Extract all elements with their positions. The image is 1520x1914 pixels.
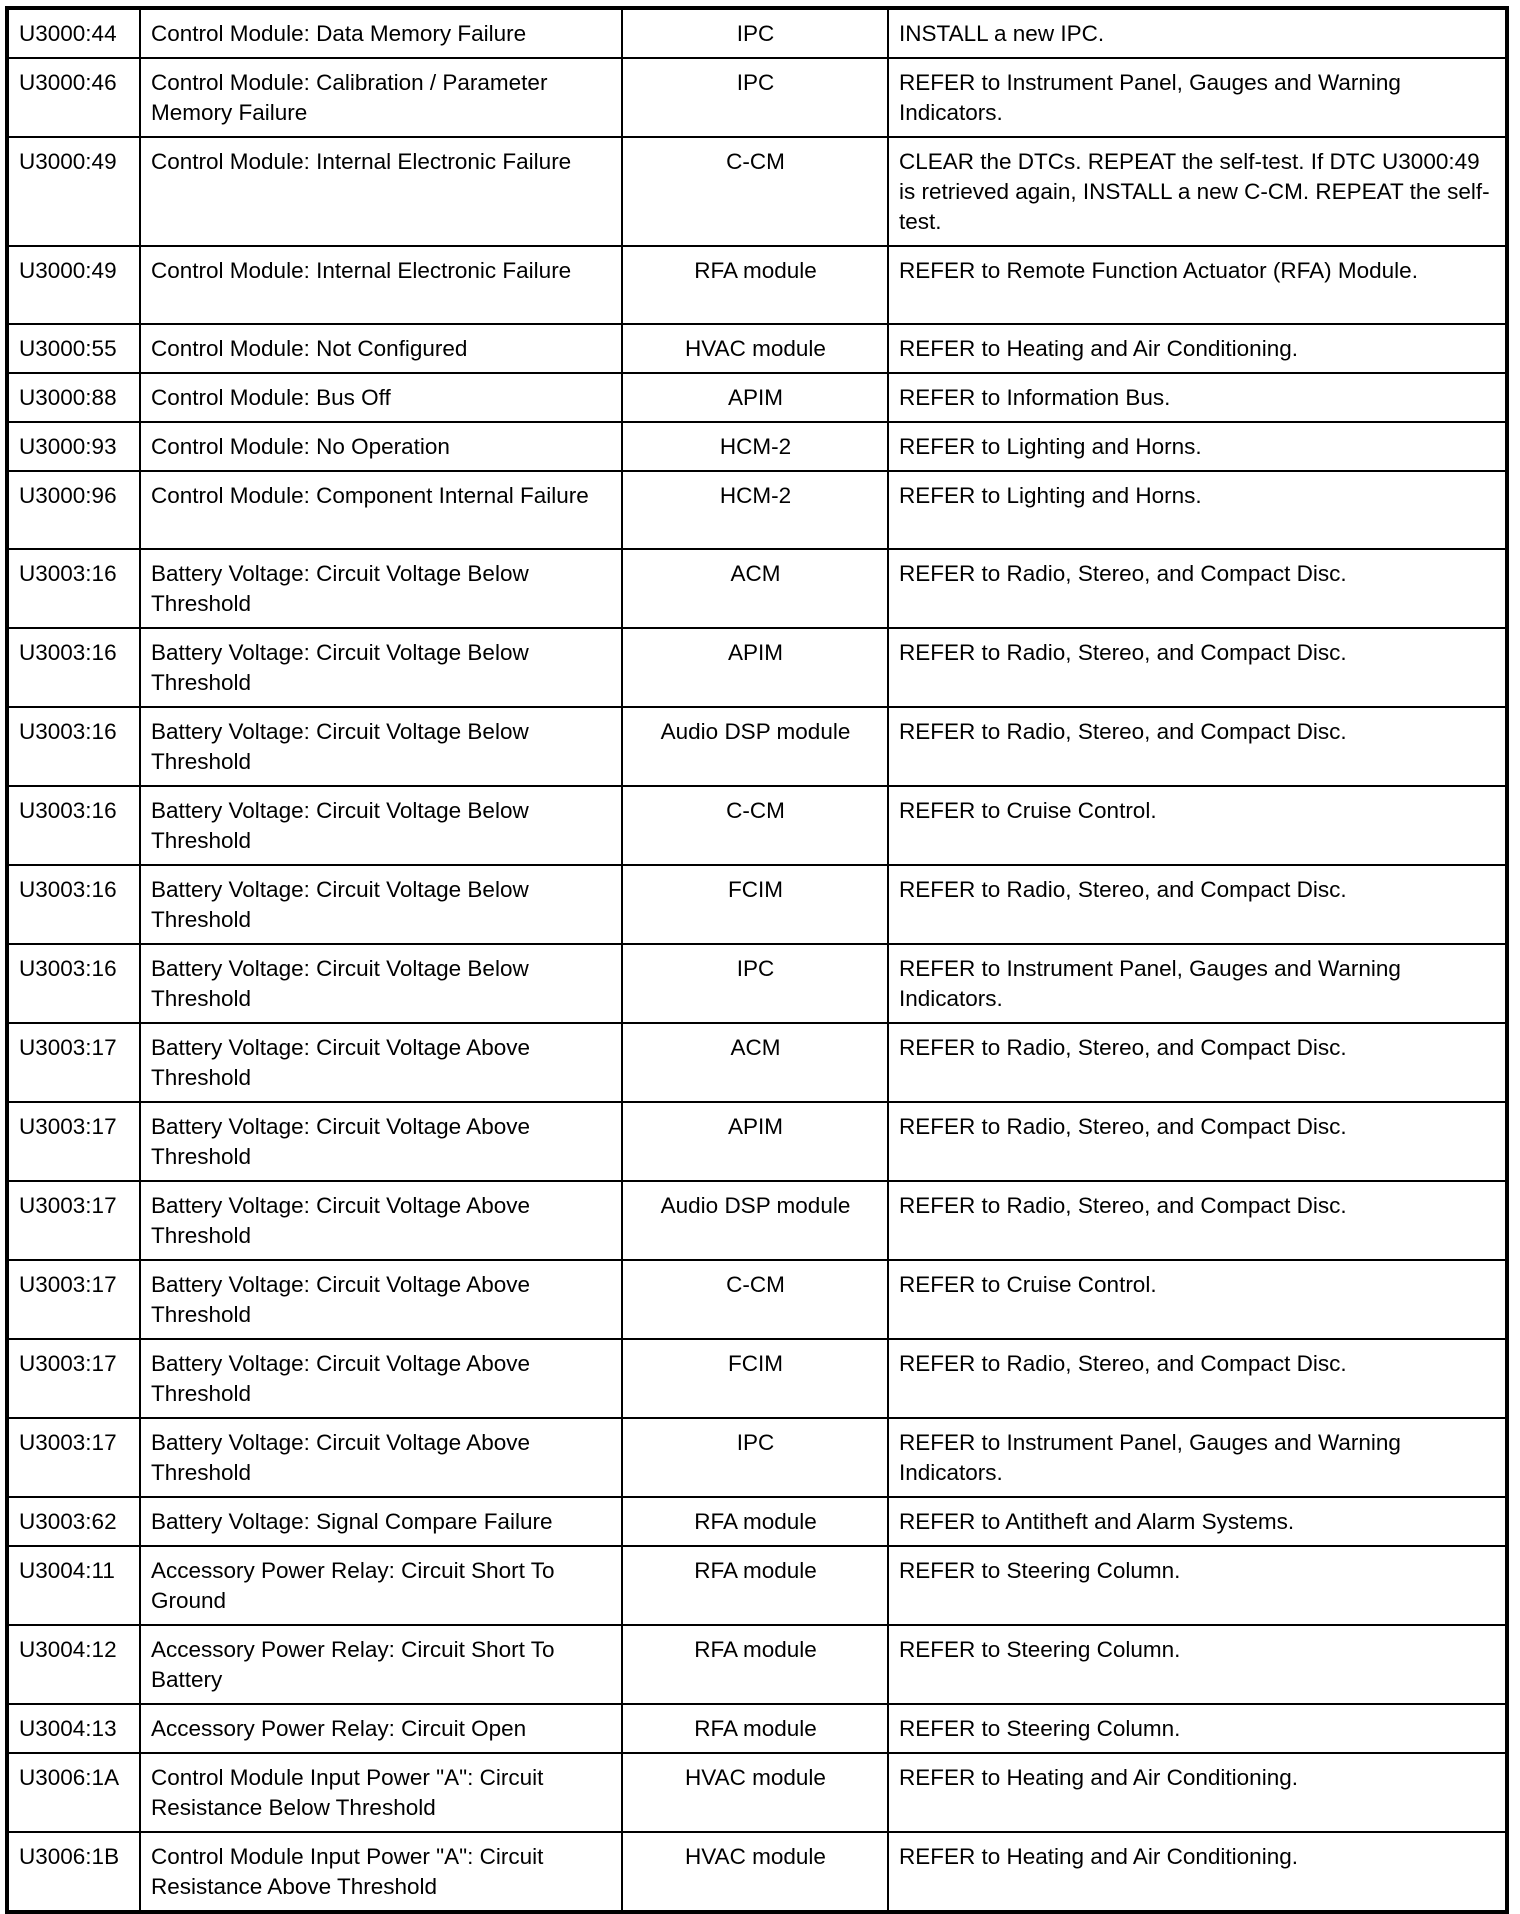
dtc-code-cell: U3003:17 [7, 1023, 140, 1102]
module-cell: APIM [622, 628, 888, 707]
table-row [7, 58, 1507, 137]
dtc-code-cell: U3004:11 [7, 1546, 140, 1625]
dtc-code-cell: U3000:88 [7, 373, 140, 422]
action-cell: REFER to Instrument Panel, Gauges and Warning Indicators. [888, 1418, 1507, 1497]
table-row [7, 471, 1507, 549]
action-cell: REFER to Instrument Panel, Gauges and Warning Indicators. [888, 944, 1507, 1023]
description-cell: Control Module: Component Internal Failure [140, 471, 622, 549]
action-cell: REFER to Information Bus. [888, 373, 1507, 422]
table-row [7, 1832, 1507, 1912]
table-row [7, 137, 1507, 246]
dtc-code-cell: U3003:16 [7, 865, 140, 944]
dtc-code-cell: U3003:62 [7, 1497, 140, 1546]
action-cell: REFER to Antitheft and Alarm Systems. [888, 1497, 1507, 1546]
module-cell: C-CM [622, 137, 888, 246]
description-cell: Control Module: Internal Electronic Failure [140, 246, 622, 324]
table-row [7, 8, 1507, 58]
action-cell: REFER to Radio, Stereo, and Compact Disc. [888, 549, 1507, 628]
action-cell: REFER to Heating and Air Conditioning. [888, 1753, 1507, 1832]
action-cell: REFER to Steering Column. [888, 1625, 1507, 1704]
dtc-code-cell: U3000:44 [7, 8, 140, 58]
module-cell: Audio DSP module [622, 1181, 888, 1260]
table-row [7, 1625, 1507, 1704]
table-row [7, 422, 1507, 471]
table-row [7, 324, 1507, 373]
action-cell: REFER to Remote Function Actuator (RFA) Module. [888, 246, 1507, 324]
table-row [7, 944, 1507, 1023]
description-cell: Control Module: No Operation [140, 422, 622, 471]
module-cell: IPC [622, 8, 888, 58]
module-cell: APIM [622, 1102, 888, 1181]
dtc-code-cell: U3003:17 [7, 1339, 140, 1418]
dtc-code-cell: U3004:13 [7, 1704, 140, 1753]
table-row [7, 549, 1507, 628]
action-cell: REFER to Cruise Control. [888, 786, 1507, 865]
action-cell: REFER to Radio, Stereo, and Compact Disc. [888, 1181, 1507, 1260]
dtc-code-cell: U3003:16 [7, 549, 140, 628]
action-cell: REFER to Cruise Control. [888, 1260, 1507, 1339]
action-cell: REFER to Radio, Stereo, and Compact Disc. [888, 1102, 1507, 1181]
dtc-table [5, 6, 1509, 1914]
dtc-code-cell: U3003:16 [7, 707, 140, 786]
description-cell: Battery Voltage: Circuit Voltage Below Threshold [140, 865, 622, 944]
description-cell: Battery Voltage: Circuit Voltage Above Threshold [140, 1260, 622, 1339]
dtc-code-cell: U3000:49 [7, 137, 140, 246]
action-cell: REFER to Heating and Air Conditioning. [888, 1832, 1507, 1912]
module-cell: RFA module [622, 246, 888, 324]
description-cell: Control Module: Calibration / Parameter Memory Failure [140, 58, 622, 137]
description-cell: Control Module: Data Memory Failure [140, 8, 622, 58]
table-row [7, 1023, 1507, 1102]
module-cell: IPC [622, 58, 888, 137]
description-cell: Control Module: Not Configured [140, 324, 622, 373]
dtc-code-cell: U3003:16 [7, 628, 140, 707]
dtc-code-cell: U3006:1B [7, 1832, 140, 1912]
description-cell: Battery Voltage: Circuit Voltage Above Threshold [140, 1181, 622, 1260]
module-cell: RFA module [622, 1497, 888, 1546]
table-row [7, 246, 1507, 324]
action-cell: REFER to Heating and Air Conditioning. [888, 324, 1507, 373]
dtc-code-cell: U3000:96 [7, 471, 140, 549]
description-cell: Battery Voltage: Circuit Voltage Above Threshold [140, 1418, 622, 1497]
description-cell: Battery Voltage: Circuit Voltage Above Threshold [140, 1102, 622, 1181]
dtc-code-cell: U3003:16 [7, 786, 140, 865]
action-cell: REFER to Radio, Stereo, and Compact Disc. [888, 865, 1507, 944]
module-cell: APIM [622, 373, 888, 422]
dtc-code-cell: U3004:12 [7, 1625, 140, 1704]
dtc-table-body [7, 8, 1507, 1912]
description-cell: Battery Voltage: Circuit Voltage Below Threshold [140, 549, 622, 628]
table-row [7, 1704, 1507, 1753]
action-cell: REFER to Radio, Stereo, and Compact Disc. [888, 1339, 1507, 1418]
description-cell: Battery Voltage: Circuit Voltage Below Threshold [140, 707, 622, 786]
dtc-code-cell: U3000:93 [7, 422, 140, 471]
table-row [7, 1418, 1507, 1497]
dtc-code-cell: U3003:17 [7, 1102, 140, 1181]
dtc-code-cell: U3003:17 [7, 1181, 140, 1260]
description-cell: Battery Voltage: Circuit Voltage Above Threshold [140, 1023, 622, 1102]
action-cell: REFER to Lighting and Horns. [888, 471, 1507, 549]
description-cell: Battery Voltage: Circuit Voltage Above Threshold [140, 1339, 622, 1418]
dtc-code-cell: U3000:55 [7, 324, 140, 373]
module-cell: RFA module [622, 1546, 888, 1625]
dtc-code-cell: U3003:16 [7, 944, 140, 1023]
table-row [7, 1546, 1507, 1625]
action-cell: REFER to Steering Column. [888, 1546, 1507, 1625]
description-cell: Battery Voltage: Signal Compare Failure [140, 1497, 622, 1546]
dtc-code-cell: U3000:49 [7, 246, 140, 324]
description-cell: Accessory Power Relay: Circuit Short To Battery [140, 1625, 622, 1704]
module-cell: Audio DSP module [622, 707, 888, 786]
module-cell: HVAC module [622, 1832, 888, 1912]
module-cell: IPC [622, 944, 888, 1023]
table-row [7, 1102, 1507, 1181]
action-cell: REFER to Radio, Stereo, and Compact Disc. [888, 1023, 1507, 1102]
action-cell: REFER to Lighting and Horns. [888, 422, 1507, 471]
dtc-code-cell: U3000:46 [7, 58, 140, 137]
module-cell: HVAC module [622, 1753, 888, 1832]
description-cell: Battery Voltage: Circuit Voltage Below Threshold [140, 786, 622, 865]
table-row [7, 1181, 1507, 1260]
action-cell: INSTALL a new IPC. [888, 8, 1507, 58]
description-cell: Battery Voltage: Circuit Voltage Below Threshold [140, 628, 622, 707]
action-cell: REFER to Instrument Panel, Gauges and Warning Indicators. [888, 58, 1507, 137]
module-cell: ACM [622, 549, 888, 628]
dtc-code-cell: U3006:1A [7, 1753, 140, 1832]
table-row [7, 786, 1507, 865]
module-cell: C-CM [622, 786, 888, 865]
table-row [7, 373, 1507, 422]
module-cell: HCM-2 [622, 422, 888, 471]
module-cell: IPC [622, 1418, 888, 1497]
module-cell: ACM [622, 1023, 888, 1102]
description-cell: Control Module Input Power "A": Circuit Resistance Below Threshold [140, 1753, 622, 1832]
module-cell: RFA module [622, 1704, 888, 1753]
table-row [7, 628, 1507, 707]
module-cell: FCIM [622, 865, 888, 944]
description-cell: Accessory Power Relay: Circuit Short To Ground [140, 1546, 622, 1625]
table-row [7, 1260, 1507, 1339]
dtc-code-cell: U3003:17 [7, 1260, 140, 1339]
module-cell: FCIM [622, 1339, 888, 1418]
action-cell: REFER to Radio, Stereo, and Compact Disc. [888, 707, 1507, 786]
module-cell: HVAC module [622, 324, 888, 373]
description-cell: Control Module: Bus Off [140, 373, 622, 422]
table-row [7, 1497, 1507, 1546]
description-cell: Control Module Input Power "A": Circuit Resistance Above Threshold [140, 1832, 622, 1912]
module-cell: C-CM [622, 1260, 888, 1339]
dtc-code-cell: U3003:17 [7, 1418, 140, 1497]
description-cell: Battery Voltage: Circuit Voltage Below Threshold [140, 944, 622, 1023]
description-cell: Control Module: Internal Electronic Failure [140, 137, 622, 246]
action-cell: REFER to Steering Column. [888, 1704, 1507, 1753]
module-cell: HCM-2 [622, 471, 888, 549]
table-row [7, 707, 1507, 786]
table-row [7, 1339, 1507, 1418]
module-cell: RFA module [622, 1625, 888, 1704]
table-row [7, 865, 1507, 944]
action-cell: CLEAR the DTCs. REPEAT the self-test. If DTC U3000:49 is retrieved again, INSTALL a new C-CM. REPEAT the self-test. [888, 137, 1507, 246]
description-cell: Accessory Power Relay: Circuit Open [140, 1704, 622, 1753]
action-cell: REFER to Radio, Stereo, and Compact Disc. [888, 628, 1507, 707]
table-row [7, 1753, 1507, 1832]
